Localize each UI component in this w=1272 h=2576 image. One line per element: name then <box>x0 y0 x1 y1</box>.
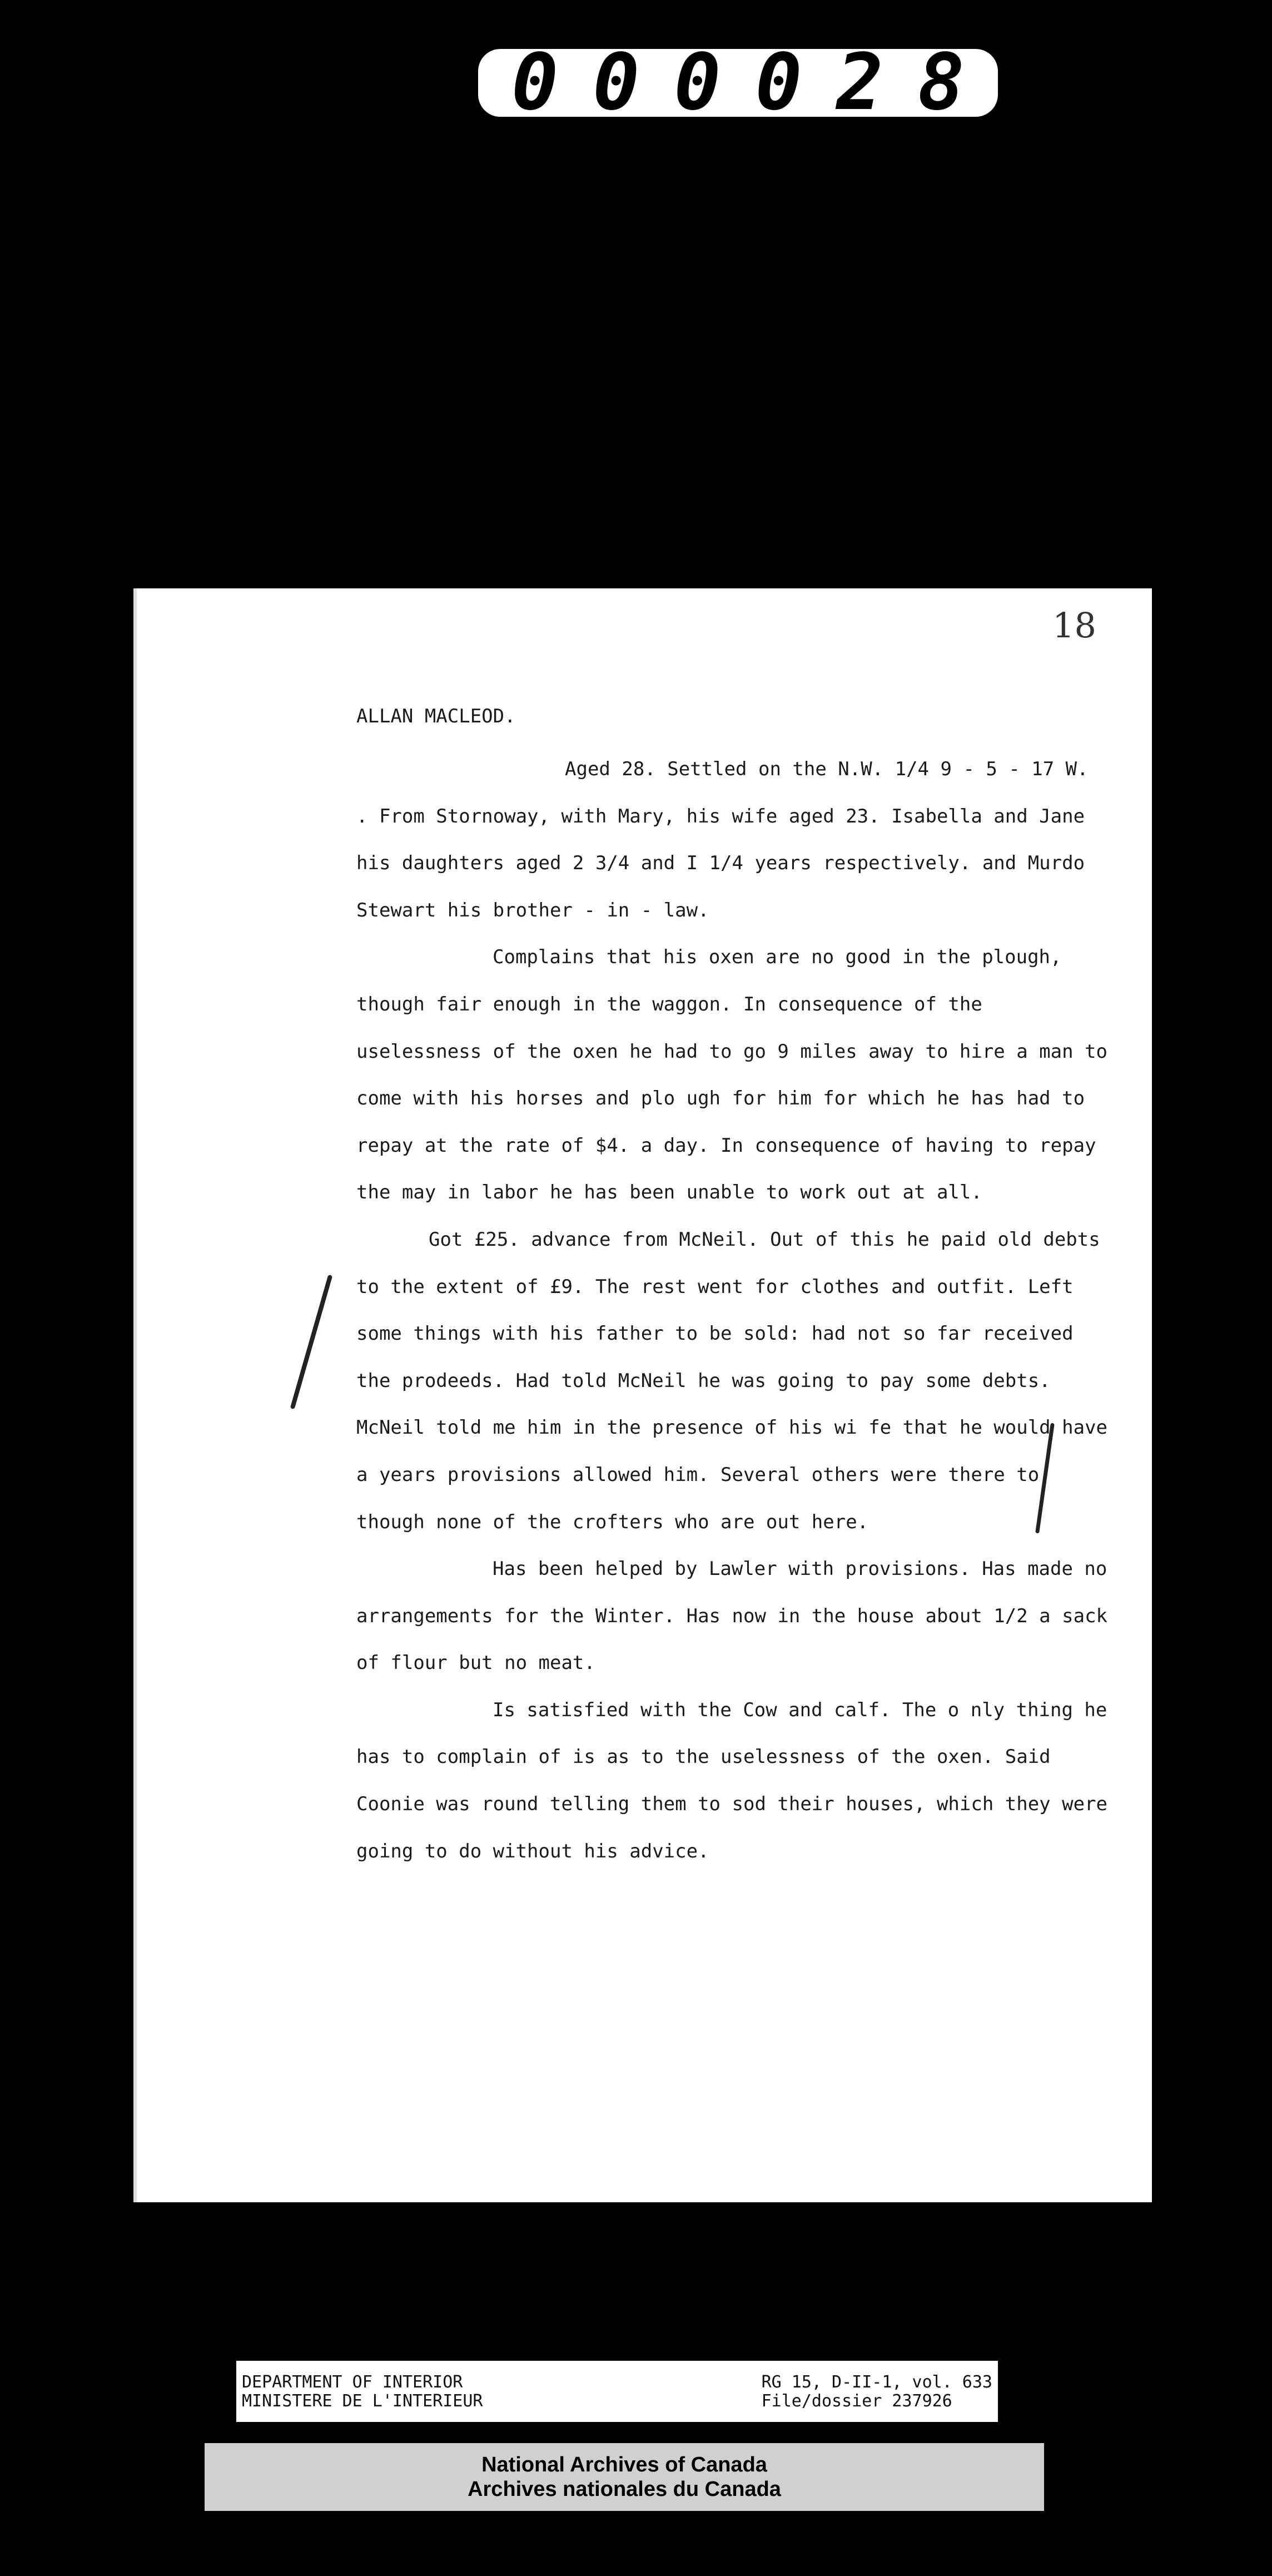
document-page <box>133 588 1152 2202</box>
archive-reference-label <box>236 2361 998 2422</box>
page-number: 18 <box>1052 605 1096 646</box>
paragraph: Got £25. advance from McNeil. Out of this he paid old debts to the extent of £9. The rest went for clothes and outfit. Left some things with his father to be sold: had not so far received the prodeeds. Had told McNeil he was going to pay some debts. McNeil told me him in the presence of his wi fe that he would have a years provisions allowed him. Several others were there to though none of the crofters who are out here. <box>356 1228 1108 1533</box>
document-body <box>356 746 1108 1875</box>
frame-digit: 0 <box>674 37 721 128</box>
frame-digit: 2 <box>836 37 883 128</box>
frame-digit: 8 <box>917 37 965 128</box>
frame-number-label <box>478 37 998 128</box>
archives-name-french: Archives nationales du Canada <box>468 2478 781 2501</box>
archives-name-english: National Archives of Canada <box>481 2453 767 2476</box>
frame-digit: 0 <box>511 37 559 128</box>
department-english: DEPARTMENT OF INTERIOR <box>242 2372 463 2392</box>
document-title: ALLAN MACLEOD. <box>356 705 516 727</box>
record-group-reference: RG 15, D-II-1, vol. 633 <box>761 2372 992 2392</box>
paragraph: Complains that his oxen are no good in the plough, though fair enough in the waggon. In consequence of the uselessness of the oxen he had to go 9 miles away to hire a man to come with his horses and plo ugh for him for which he has had to repay at the rate of $4. a day. In consequence of having to repay the may in labor he has been unable to work out at all. <box>356 946 1108 1204</box>
paragraph: Aged 28. Settled on the N.W. 1/4 9 - 5 - 17 W. . From Stornoway, with Mary, his wife aged 23. Isabella and Jane his daughters aged 2 3/4 and I 1/4 years respectively. and Murdo Stewart his brother - in - law. <box>356 758 1089 922</box>
paragraph: Is satisfied with the Cow and calf. The o nly thing he has to complain of is as to the uselessness of the oxen. Said Coonie was round telling them to sod their houses, which they were going to do without his advice. <box>356 1698 1108 1862</box>
file-number: File/dossier 237926 <box>761 2391 952 2411</box>
margin-mark <box>290 1275 333 1410</box>
paragraph: Has been helped by Lawler with provisions. Has made no arrangements for the Winter. Has now in the house about 1/2 a sack of flour but no meat. <box>356 1558 1108 1675</box>
frame-digit: 0 <box>755 37 802 128</box>
department-french: MINISTERE DE L'INTERIEUR <box>242 2391 483 2411</box>
frame-digit: 0 <box>593 37 640 128</box>
archives-banner <box>205 2443 1044 2511</box>
